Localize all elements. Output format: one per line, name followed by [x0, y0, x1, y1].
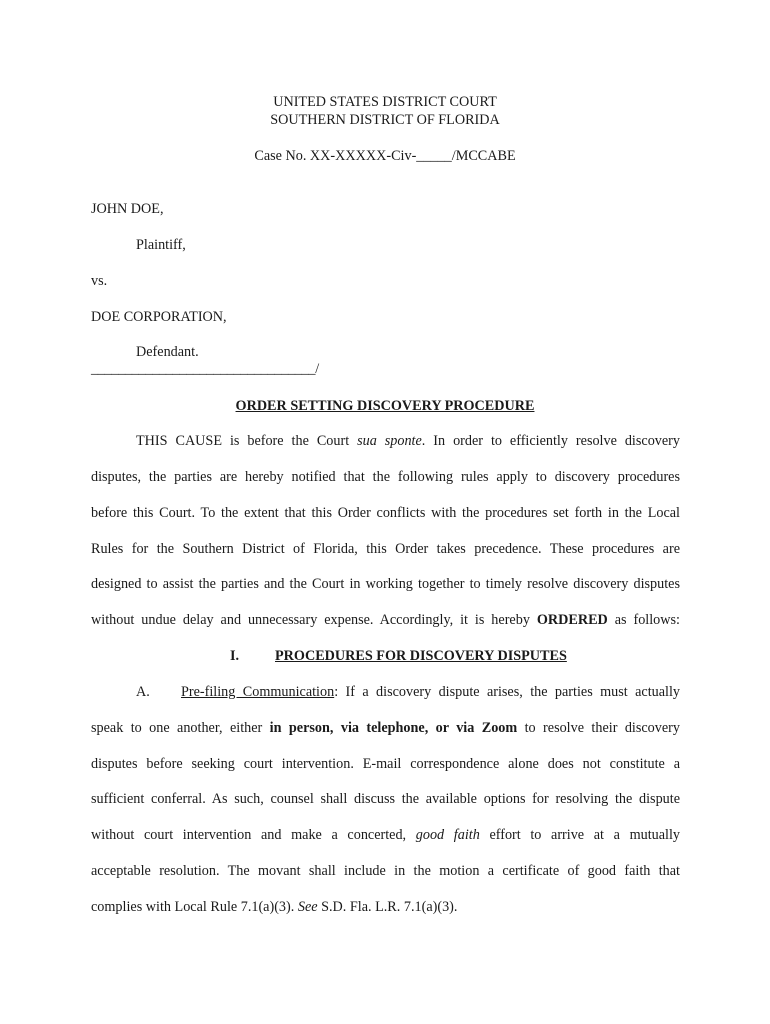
ordered-text: ORDERED	[536, 612, 608, 628]
court-name: UNITED STATES DISTRICT COURT	[273, 94, 497, 110]
intro-line-3: before this Court. To the extent that this Order conflicts with the procedures set forth in the Local	[91, 505, 680, 521]
subsection-text: to resolve their discovery	[517, 720, 680, 736]
subsection-text: speak to one another, either	[91, 720, 270, 736]
intro-line-1	[136, 433, 680, 450]
subsection-text: : If a discovery dispute arises, the parties must actually	[334, 684, 680, 700]
subsection-heading: Pre-filing Communication	[181, 684, 335, 700]
conferral-methods-text: in person, via telephone, or via Zoom	[269, 720, 518, 736]
subsection-line-4: sufficient conferral. As such, counsel shall discuss the available options for resolving the dispute	[91, 791, 680, 807]
section-number: I.	[230, 648, 240, 664]
subsection-line-1	[181, 684, 680, 701]
plaintiff-role: Plaintiff,	[136, 237, 186, 253]
subsection-line-6: acceptable resolution. The movant shall include in the motion a certificate of good faith that	[91, 863, 680, 879]
court-district: SOUTHERN DISTRICT OF FLORIDA	[270, 112, 500, 128]
intro-text: as follows:	[607, 612, 680, 628]
good-faith-text: good faith	[415, 827, 480, 843]
defendant-role: Defendant.	[136, 344, 199, 360]
see-signal-text: See	[297, 899, 318, 915]
subsection-text: complies with Local Rule 7.1(a)(3).	[91, 899, 298, 915]
sua-sponte-text: sua sponte	[357, 433, 422, 449]
intro-line-5: designed to assist the parties and the Court in working together to timely resolve discovery disputes	[91, 576, 680, 592]
intro-text: without undue delay and unnecessary expense. Accordingly, it is hereby	[91, 612, 537, 628]
plaintiff-name: JOHN DOE,	[91, 201, 164, 217]
order-title: ORDER SETTING DISCOVERY PROCEDURE	[235, 398, 535, 414]
intro-text: . In order to efficiently resolve discovery	[421, 433, 680, 449]
intro-line-2: disputes, the parties are hereby notified that the following rules apply to discovery procedures	[91, 469, 680, 485]
subsection-text: effort to arrive at a mutually	[479, 827, 681, 843]
defendant-name: DOE CORPORATION,	[91, 309, 227, 325]
subsection-line-7	[91, 899, 457, 916]
intro-text: THIS CAUSE is before the Court	[136, 433, 358, 449]
subsection-line-2	[91, 720, 680, 737]
subsection-text: S.D. Fla. L.R. 7.1(a)(3).	[317, 899, 458, 915]
section-title: PROCEDURES FOR DISCOVERY DISPUTES	[275, 648, 567, 664]
subsection-letter: A.	[136, 684, 150, 700]
subsection-text: without court intervention and make a concerted,	[91, 827, 416, 843]
case-number: Case No. XX-XXXXX-Civ-_____/MCCABE	[254, 148, 516, 164]
signature-line: _________________________________/	[91, 361, 319, 377]
subsection-line-5	[91, 827, 680, 844]
intro-line-6	[91, 612, 680, 629]
subsection-line-3: disputes before seeking court intervention. E-mail correspondence alone does not constitute a	[91, 756, 680, 772]
versus: vs.	[91, 273, 108, 289]
intro-line-4: Rules for the Southern District of Florida, this Order takes precedence. These procedures are	[91, 541, 680, 557]
